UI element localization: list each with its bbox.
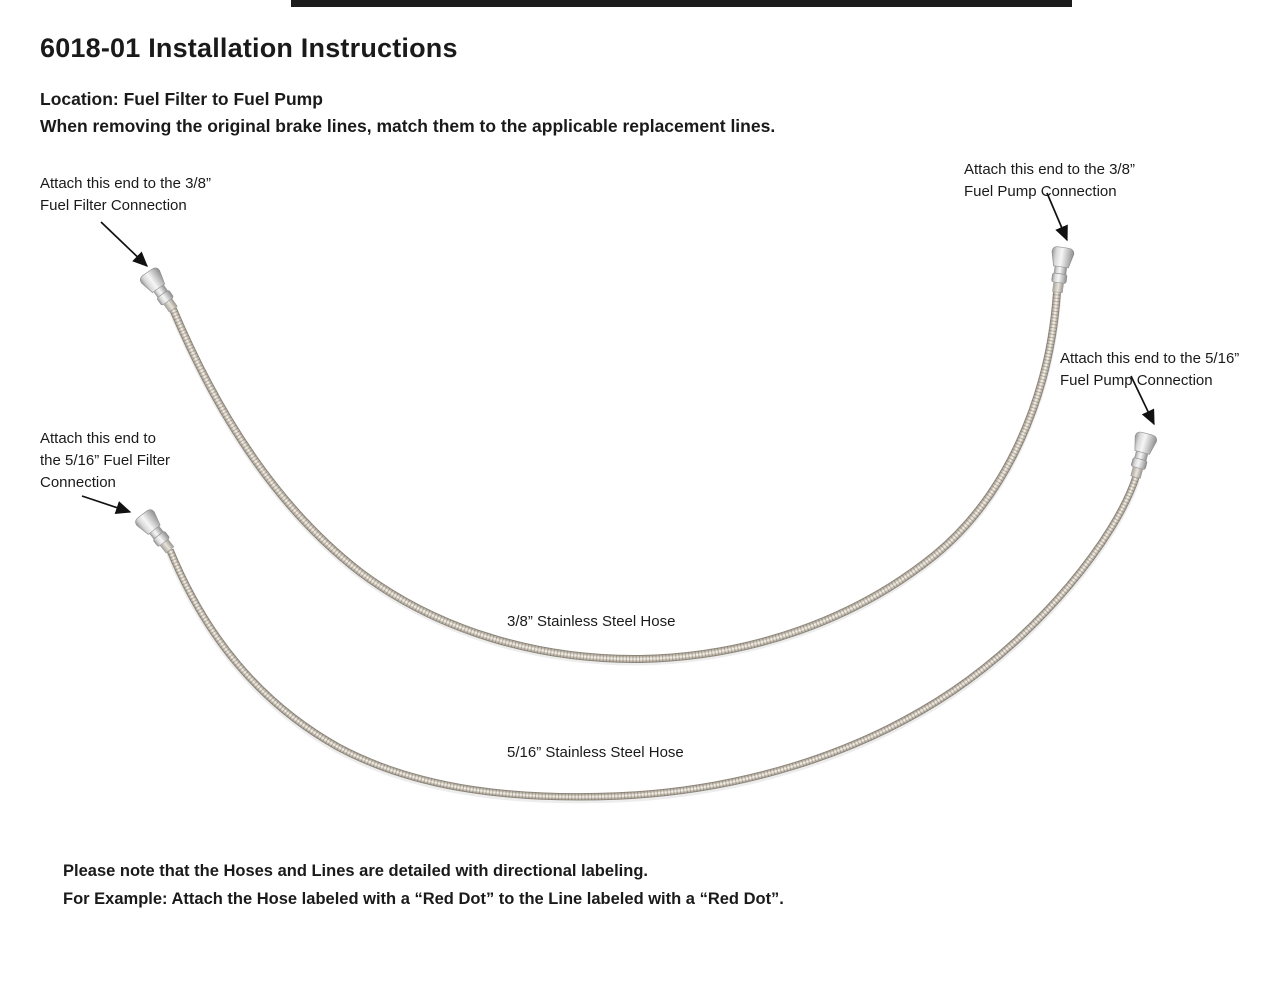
hose-3-8-braid-highlight xyxy=(173,292,1057,659)
annotation-line: Fuel Pump Connection xyxy=(1060,372,1213,389)
location-line: Location: Fuel Filter to Fuel Pump xyxy=(40,89,323,109)
fitting-3-8-pump-end xyxy=(1046,246,1074,294)
annotation-arrows xyxy=(82,193,1154,512)
annotation-line: Fuel Filter Connection xyxy=(40,197,187,214)
annotation-line: the 5/16” Fuel Filter xyxy=(40,452,171,469)
page-title: 6018-01 Installation Instructions xyxy=(40,33,458,63)
hose-3-8-braid-mid xyxy=(173,292,1057,659)
hose-3-8 xyxy=(138,246,1074,661)
annotation-fuel-filter-3-8 xyxy=(40,173,211,217)
footer-note-line1: Please note that the Hoses and Lines are detailed with directional labeling. xyxy=(63,862,648,880)
annotation-line: Attach this end to the 3/8” xyxy=(964,161,1135,178)
hose-3-8-braid-texture xyxy=(173,292,1057,659)
hose-label-5-16: 5/16” Stainless Steel Hose xyxy=(507,744,684,761)
annotation-line: Attach this end to xyxy=(40,430,156,447)
hose-3-8-braid-light xyxy=(173,292,1057,659)
annotation-line: Attach this end to the 5/16” xyxy=(1060,350,1240,367)
annotation-line: Attach this end to the 3/8” xyxy=(40,175,211,192)
annotation-line: Connection xyxy=(40,474,116,491)
arrow-fuel-filter-5-16 xyxy=(82,496,130,512)
arrow-fuel-filter-3-8 xyxy=(101,222,147,266)
footer-note-line2: For Example: Attach the Hose labeled with a “Red Dot” to the Line labeled with a “Red Dot”. xyxy=(63,890,784,908)
annotation-fuel-pump-5-16 xyxy=(1060,348,1239,392)
hose-3-8-shadow xyxy=(173,294,1057,661)
instruction-line: When removing the original brake lines, match them to the applicable replacement lines. xyxy=(40,116,776,136)
annotation-fuel-filter-5-16 xyxy=(40,428,170,494)
footer-note xyxy=(63,857,784,913)
annotation-fuel-pump-3-8 xyxy=(964,159,1135,203)
hose-3-8-braid-outer xyxy=(173,292,1057,659)
annotation-line: Fuel Pump Connection xyxy=(964,183,1117,200)
fitting-5-16-pump-end xyxy=(1125,431,1158,480)
hose-label-3-8: 3/8” Stainless Steel Hose xyxy=(507,613,676,630)
